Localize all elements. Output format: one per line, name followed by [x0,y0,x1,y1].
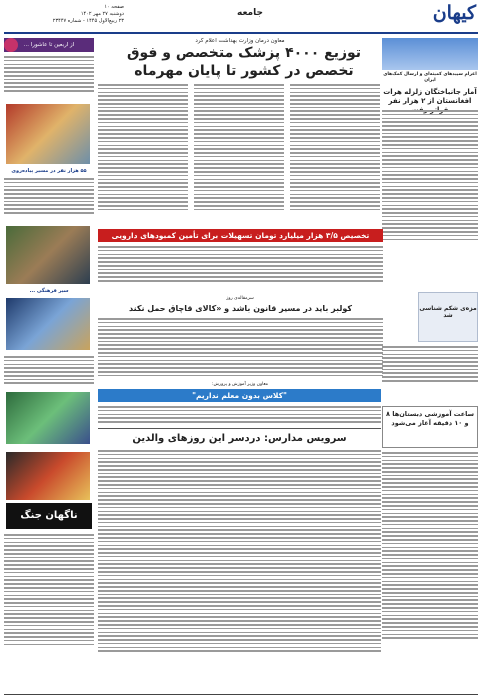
drug-funding-text [98,246,383,284]
side-note-text: مزه‌ی شکم شناسی شد [419,305,477,319]
left-column-header: از اربعین تا عاشورا ... [4,38,94,52]
left-column-logo [4,38,18,52]
newspaper-logo: کیهان [432,2,476,24]
page-meta [4,4,124,25]
right-headline: آمار جانباختگان زلزله هرات افغانستان از ۲ هزار نفر [383,88,477,105]
issue-number: ۲۳ ربیع‌الاول ۱۴۴۵ - شماره ۲۳۴۴۷ [52,18,124,24]
footer-rule [4,694,478,695]
no-teacher-text [98,406,381,425]
lead-kicker: معاون درمان وزارت بهداشت اعلام کرد [195,38,285,44]
left-photo-1 [6,104,90,164]
right-article-text-3 [382,452,478,641]
center-col-1 [98,84,188,213]
ad-banner: ناگهان جنگ [6,503,92,529]
left-subhead-2: سیر فرهنگی ... [29,288,69,294]
center-col-3 [290,84,380,213]
mid-article-text [98,318,383,379]
mid-headline: کولبر باید در مسیر قانون باشد و «کالای قاچاق حمل نکند [128,304,353,313]
side-box [382,406,478,448]
left-photo-5 [6,452,90,500]
lead-headline: توزیع ۴۰۰۰ پزشک متخصص و فوق تخصص در کشور تا پایان مهرماه [126,45,362,79]
side-note-box [418,292,478,342]
right-article-text [382,110,478,242]
banner-photo [382,38,478,70]
masthead [0,0,482,34]
left-article-text-3 [4,356,94,386]
section-title: جامعه [237,8,263,18]
left-photo-2 [6,226,90,284]
issue-date: دوشنبه ۲۷ مهر ۱۴۰۲ [80,11,124,17]
center-col-2 [194,84,284,213]
left-article-text-4 [4,534,94,647]
masthead-rule [4,32,478,34]
blue-kicker: معاون وزیر آموزش و پرورش: [211,382,269,387]
drug-funding-headline: تخصیص ۳/۵ هزار میلیارد تومان تسهیلات برای تأمین کمبودهای دارویی [98,229,383,242]
left-subhead-1: ۵۵ هزار نفر در مسیر پیاده‌روی [11,168,87,174]
side-box-headline: ساعت آموزشی دبستان‌ها ۸ و ۱۰ دقیقه آغاز می‌شود [386,410,474,427]
page-number: صفحه ۱۰ [104,4,124,10]
section-divider [98,428,381,429]
no-teacher-headline: "کلاس بدون معلم نداریم" [98,389,381,402]
left-article-text-2 [4,178,94,216]
right-article-text-2 [382,346,478,384]
left-article-text [4,56,94,94]
mid-kicker: سرمقاله‌ی روز [226,296,254,301]
school-bus-headline: سرویس مدارس: دردسر این روزهای والدین [132,433,347,444]
left-photo-4 [6,392,90,444]
school-bus-text [98,450,381,654]
left-photo-3 [6,298,90,350]
banner-caption: اعزام سپیدهای کمیته‌ای و ارسال کمک‌های ایران [383,72,477,83]
